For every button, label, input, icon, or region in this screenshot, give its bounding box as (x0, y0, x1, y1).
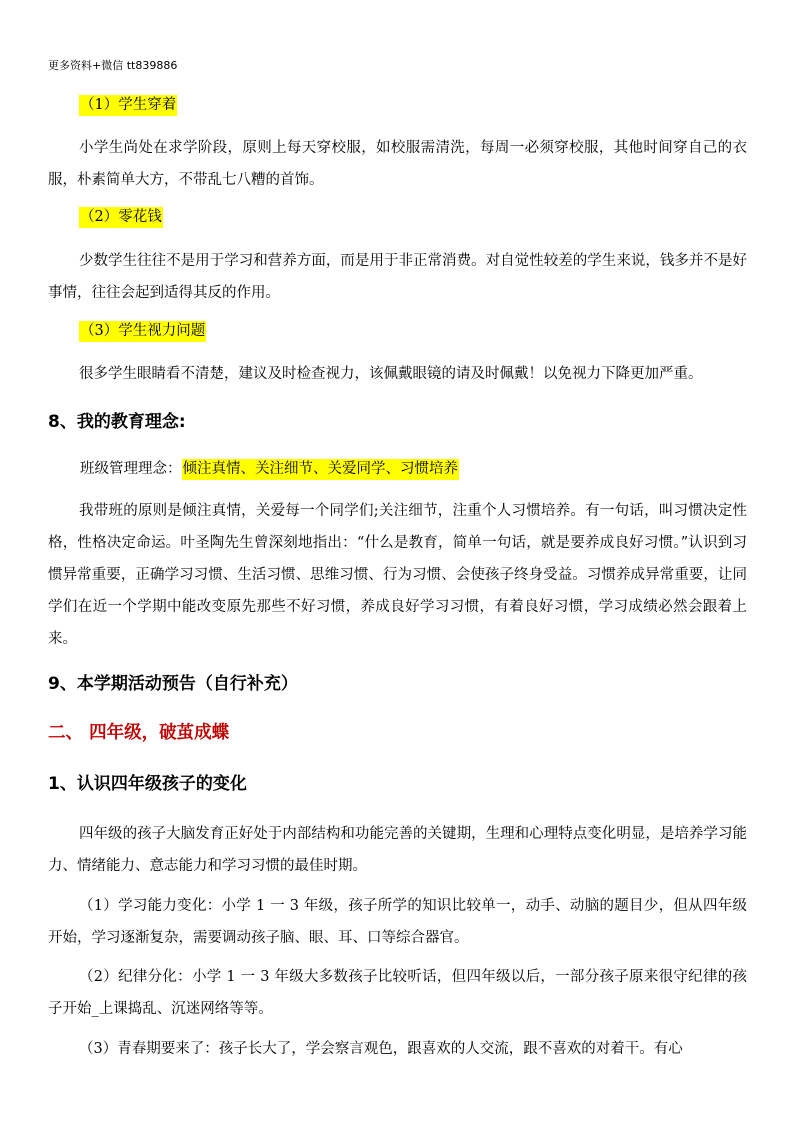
highlight-pocket-money: （2）零花钱 (79, 207, 163, 228)
paragraph-adolescence: （3）青春期要来了：孩子长大了，学会察言观色，跟喜欢的人交流，跟不喜欢的对着干。有心 (79, 1041, 683, 1057)
class-management-philosophy (80, 459, 459, 479)
heading-grade-four-changes: 1、认识四年级孩子的变化 (48, 774, 247, 794)
heading-part-two: 二、 四年级，破茧成蝶 (48, 723, 230, 743)
paragraph-eyesight: 很多学生眼睛看不清楚，建议及时检查视力，该佩戴眼镜的请及时佩戴！以免视力下降更加严重。 (79, 366, 703, 382)
paragraph-pocket-money: 少数学生往往不是用于学习和营养方面，而是用于非正常消费。对自觉性较差的学生来说，钱多并不是好事情，往往会起到适得其反的作用。 (48, 253, 747, 301)
paragraph-grade-four-intro: 四年级的孩子大脑发育正好处于内部结构和功能完善的关键期，生理和心理特点变化明显，是培养学习能力、情绪能力、意志能力和学习习惯的最佳时期。 (48, 826, 747, 874)
paragraph-learning-ability: （1）学习能力变化：小学 1 一 3 年级，孩子所学的知识比较单一，动手、动脑的题目少，但从四年级开始，学习逐渐复杂，需要调动孩子脑、眼、耳、口等综合器官。 (48, 898, 747, 946)
mgmt-label: 班级管理理念： (80, 461, 182, 477)
subheading-pocket-money (79, 207, 163, 227)
highlight-student-attire: （1）学生穿着 (79, 95, 177, 116)
highlight-eyesight: （3）学生视力问题 (79, 321, 206, 342)
mgmt-value-highlight: 倾注真情、关注细节、关爱同学、习惯培养 (182, 459, 460, 480)
paragraph-education-principles: 我带班的原则是倾注真情，关爱每一个同学们;关注细节，注重个人习惯培养。有一句话，叫习惯决定性格，性格决定命运。叶圣陶先生曾深刻地指出：“什么是教育，简单一句话，就是要养成良好习惯。”认识到习惯异常重要，正确学习习惯、生活习惯、思维习惯、行为习惯、会使孩子终身受益。习惯养成异常重要，让同学们在近一个学期中能改变原先那些不好习惯，养成良好学习习惯，有着良好习惯，学习成绩必然会跟着上来。 (48, 503, 747, 647)
heading-semester-activities: 9、本学期活动预告（自行补充） (48, 674, 298, 694)
subheading-eyesight (79, 321, 206, 341)
paragraph-student-attire: 小学生尚处在求学阶段，原则上每天穿校服，如校服需清洗，每周一必须穿校服，其他时间穿自己的衣服，朴素简单大方，不带乱七八糟的首饰。 (48, 140, 747, 188)
heading-education-philosophy: 8、我的教育理念: (48, 412, 186, 432)
watermark-text: 更多资料+微信 tt839886 (48, 59, 178, 72)
subheading-student-attire (79, 95, 177, 115)
paragraph-discipline: （2）纪律分化：小学 1 一 3 年级大多数孩子比较听话，但四年级以后，一部分孩子原来很守纪律的孩子开始_上课捣乱、沉迷网络等等。 (48, 969, 747, 1017)
